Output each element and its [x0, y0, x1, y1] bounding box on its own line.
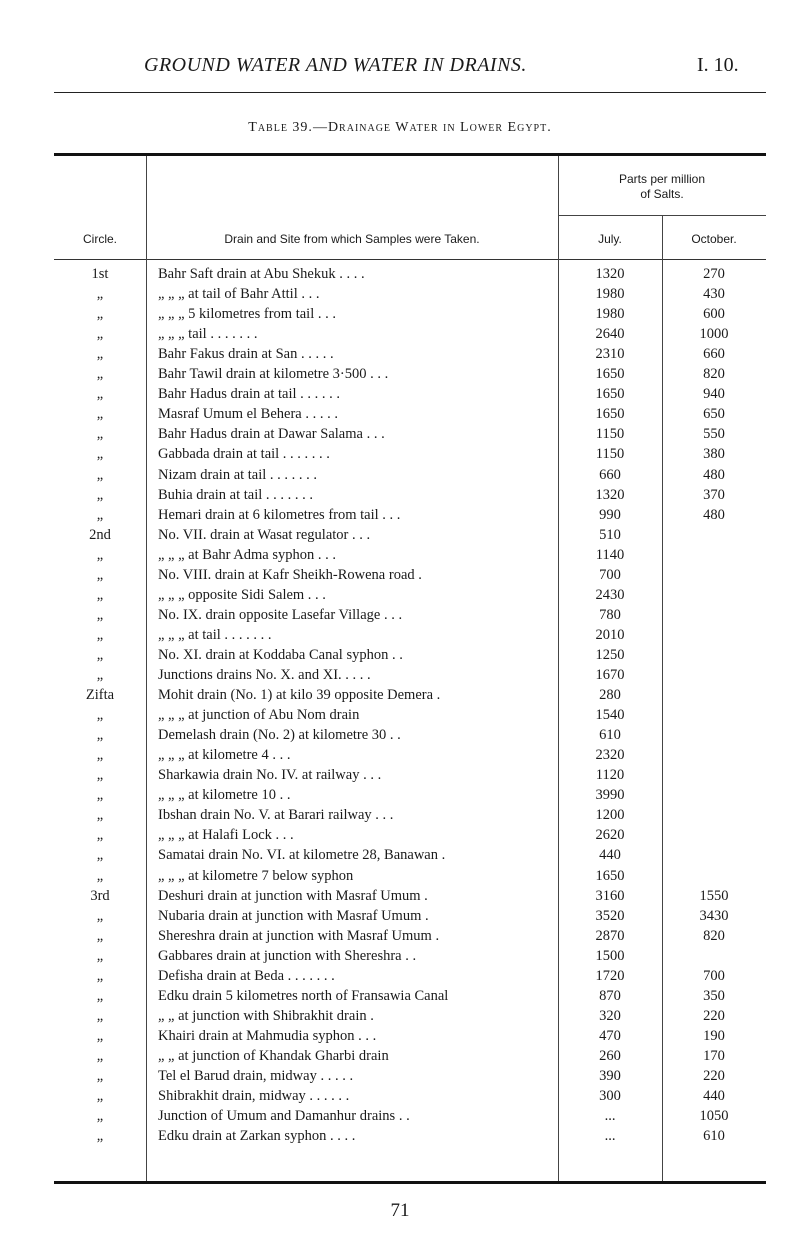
table-row	[0, 785, 800, 805]
drain-site-cell: No. VIII. drain at Kafr Sheikh-Rowena road .	[158, 566, 422, 583]
table-row	[0, 525, 800, 545]
drain-site-cell: Mohit drain (No. 1) at kilo 39 opposite Demera .	[158, 687, 441, 704]
table-row	[0, 1126, 800, 1146]
circle-cell: „	[96, 406, 104, 423]
table-row	[0, 825, 800, 845]
circle-cell: „	[96, 626, 104, 643]
table-row	[0, 424, 800, 444]
drain-site-cell: „ „ at junction with Shibrakhit drain .	[158, 1007, 374, 1024]
october-value-cell: 170	[703, 1047, 725, 1064]
october-value-cell: 480	[703, 506, 725, 523]
table-row	[0, 1106, 800, 1126]
table-row	[0, 906, 800, 926]
july-value-cell: 1650	[595, 406, 625, 423]
july-value-cell: 1670	[595, 667, 625, 683]
table-row	[0, 344, 800, 364]
drain-site-cell: Nubaria drain at junction with Masraf Umum .	[158, 907, 429, 924]
july-value-cell: 3990	[595, 787, 625, 804]
drain-site-cell: Tel el Barud drain, midway . . . . .	[158, 1068, 354, 1084]
table-row	[0, 866, 800, 886]
october-value-cell: 430	[703, 286, 725, 303]
july-value-cell: 1500	[595, 947, 625, 964]
table-row	[0, 384, 800, 404]
drain-site-cell: Sharkawia drain No. IV. at railway . . .	[158, 767, 382, 784]
july-value-cell: 1140	[595, 546, 625, 563]
drain-site-cell: Gabbada drain at tail . . . . . . .	[158, 446, 330, 463]
circle-cell: 1st	[91, 266, 109, 282]
october-value-cell: 820	[703, 927, 725, 944]
october-value-cell: 1550	[699, 887, 729, 904]
october-value-cell: 1050	[699, 1108, 729, 1125]
circle-cell: „	[96, 1108, 104, 1125]
circle-cell: „	[96, 1068, 104, 1084]
drain-site-cell: „ „ at junction of Khandak Gharbi drain	[158, 1047, 389, 1064]
circle-cell: „	[96, 807, 104, 824]
circle-cell: „	[96, 787, 104, 804]
circle-cell: „	[96, 286, 104, 303]
drain-site-cell: Edku drain 5 kilometres north of Fransawia Canal	[158, 987, 449, 1004]
july-value-cell: 1120	[595, 767, 625, 784]
october-value-cell: 370	[703, 486, 725, 503]
circle-cell: „	[96, 486, 104, 503]
table-header-rule	[54, 259, 766, 260]
table-row	[0, 645, 800, 665]
drain-site-cell: Bahr Fakus drain at San . . . . .	[158, 346, 334, 363]
october-value-cell: 220	[703, 1007, 725, 1024]
circle-cell: „	[96, 907, 104, 924]
table-row	[0, 324, 800, 344]
drain-site-cell: „ „ „ at kilometre 7 below syphon	[158, 867, 354, 884]
circle-cell: 3rd	[90, 887, 110, 904]
july-value-cell: 1720	[595, 967, 625, 984]
circle-cell: „	[96, 366, 104, 383]
running-title: GROUND WATER AND WATER IN DRAINS.	[144, 54, 527, 76]
july-value-cell: 390	[599, 1068, 621, 1084]
table-row	[0, 966, 800, 986]
july-value-cell: 870	[599, 987, 621, 1004]
table-row	[0, 444, 800, 464]
circle-cell: „	[96, 727, 104, 744]
circle-cell: „	[96, 1128, 104, 1145]
july-value-cell: 3520	[595, 907, 625, 924]
july-value-cell: 1150	[595, 426, 625, 443]
table-caption	[0, 120, 800, 136]
july-value-cell: 2010	[595, 626, 625, 643]
drain-site-cell: Nizam drain at tail . . . . . . .	[158, 466, 318, 483]
table-bottom-rule	[54, 1181, 766, 1184]
drain-site-cell: Demelash drain (No. 2) at kilometre 30 . .	[158, 727, 401, 744]
july-value-cell: 1200	[595, 807, 625, 824]
october-value-cell: 820	[703, 366, 725, 383]
july-value-cell: 2870	[595, 927, 625, 944]
circle-cell: „	[96, 967, 104, 984]
table-row	[0, 284, 800, 304]
circle-cell: „	[96, 466, 104, 483]
july-value-cell: 2310	[595, 346, 625, 363]
drain-site-cell: Buhia drain at tail . . . . . . .	[158, 486, 314, 503]
july-value-cell: 470	[599, 1027, 621, 1044]
circle-cell: „	[96, 927, 104, 944]
drain-site-cell: Deshuri drain at junction with Masraf Umum .	[158, 887, 428, 904]
table-row	[0, 545, 800, 565]
header-drain: Drain and Site from which Samples were Taken.	[224, 232, 480, 246]
circle-cell: „	[96, 546, 104, 563]
header-parts-line1: Parts per million	[618, 172, 706, 186]
circle-cell: „	[96, 847, 104, 864]
table-top-rule	[54, 153, 766, 156]
header-circle: Circle.	[82, 232, 117, 246]
july-value-cell: 510	[599, 526, 621, 543]
circle-cell: „	[96, 947, 104, 964]
table-row	[0, 685, 800, 705]
october-value-cell: 380	[703, 446, 725, 463]
october-value-cell: 190	[703, 1027, 725, 1044]
header-parts-line2: of Salts.	[640, 187, 684, 201]
july-value-cell: 1650	[595, 867, 625, 884]
drain-site-cell: „ „ „ at Halafi Lock . . .	[158, 827, 294, 844]
table-row	[0, 264, 800, 284]
july-value-cell: 1650	[595, 386, 625, 403]
drain-site-cell: Ibshan drain No. V. at Barari railway . . .	[158, 807, 394, 824]
table-row	[0, 304, 800, 324]
circle-cell: „	[96, 446, 104, 463]
circle-cell: „	[96, 1027, 104, 1044]
drain-site-cell: Edku drain at Zarkan syphon . . . .	[158, 1128, 356, 1145]
july-value-cell: ...	[604, 1128, 616, 1145]
drain-site-cell: Hemari drain at 6 kilometres from tail . . .	[158, 506, 401, 523]
drain-site-cell: „ „ „ at junction of Abu Nom drain	[158, 707, 360, 724]
table-row	[0, 845, 800, 865]
drain-site-cell: „ „ „ at kilometre 10 . .	[158, 787, 291, 804]
drain-site-cell: Bahr Saft drain at Abu Shekuk . . . .	[158, 266, 365, 282]
july-value-cell: 440	[599, 847, 621, 864]
circle-cell: „	[96, 646, 104, 663]
july-value-cell: 260	[599, 1047, 621, 1064]
july-value-cell: 1320	[595, 266, 625, 282]
header-parts-per-million	[558, 172, 766, 202]
july-value-cell: 1980	[595, 286, 625, 303]
july-value-cell: 2620	[595, 827, 625, 844]
header-rule	[54, 92, 766, 93]
table-row	[0, 1006, 800, 1026]
july-value-cell: 3160	[595, 887, 625, 904]
caption-text: —Drainage Water in Lower Egypt.	[312, 120, 552, 135]
october-value-cell: 550	[703, 426, 725, 443]
october-value-cell: 480	[703, 466, 725, 483]
subheader-rule	[558, 215, 766, 216]
drain-site-cell: „ „ „ 5 kilometres from tail . . .	[158, 306, 336, 323]
october-value-cell: 700	[703, 967, 725, 984]
table-row	[0, 585, 800, 605]
drain-site-cell: Junction of Umum and Damanhur drains . .	[158, 1108, 410, 1125]
table-row	[0, 926, 800, 946]
july-value-cell: 2430	[595, 586, 625, 603]
table-row	[0, 765, 800, 785]
drain-site-cell: Bahr Hadus drain at tail . . . . . .	[158, 386, 341, 403]
circle-cell: „	[96, 346, 104, 363]
july-value-cell: 1650	[595, 366, 625, 383]
circle-cell: „	[96, 426, 104, 443]
october-value-cell: 220	[703, 1068, 725, 1084]
circle-cell: „	[96, 586, 104, 603]
july-value-cell: 700	[599, 566, 621, 583]
drain-site-cell: Gabbares drain at junction with Shereshra . .	[158, 947, 417, 964]
july-value-cell: 1150	[595, 446, 625, 463]
circle-cell: „	[96, 1047, 104, 1064]
table-row	[0, 625, 800, 645]
header-july: July.	[598, 232, 622, 246]
circle-cell: Zifta	[85, 687, 115, 704]
table-row	[0, 986, 800, 1006]
table-row	[0, 465, 800, 485]
circle-cell: „	[96, 827, 104, 844]
october-value-cell: 3430	[699, 907, 729, 924]
table-row	[0, 705, 800, 725]
drain-site-cell: Bahr Tawil drain at kilometre 3·500 . . .	[158, 366, 389, 383]
july-value-cell: 610	[599, 727, 621, 744]
circle-cell: „	[96, 306, 104, 323]
caption-prefix: Table 39.	[248, 120, 313, 135]
drain-site-cell: Samatai drain No. VI. at kilometre 28, Banawan .	[158, 847, 446, 864]
drain-site-cell: Shereshra drain at junction with Masraf Umum .	[158, 927, 440, 944]
drain-site-cell: Shibrakhit drain, midway . . . . . .	[158, 1088, 350, 1105]
drain-site-cell: Bahr Hadus drain at Dawar Salama . . .	[158, 426, 385, 443]
table-row	[0, 1086, 800, 1106]
header-october: October.	[691, 232, 737, 246]
table-row	[0, 404, 800, 424]
circle-cell: „	[96, 506, 104, 523]
drain-site-cell: Defisha drain at Beda . . . . . . .	[158, 967, 335, 984]
october-value-cell: 660	[703, 346, 725, 363]
table-row	[0, 485, 800, 505]
drain-site-cell: Masraf Umum el Behera . . . . .	[158, 406, 338, 423]
july-value-cell: 1540	[595, 707, 625, 724]
drain-site-cell: „ „ „ tail . . . . . . .	[158, 326, 258, 343]
table-row	[0, 1046, 800, 1066]
table-row	[0, 725, 800, 745]
july-value-cell: ...	[604, 1108, 616, 1125]
drain-site-cell: „ „ „ at kilometre 4 . . .	[158, 747, 291, 764]
drain-site-cell: „ „ „ at Bahr Adma syphon . . .	[158, 546, 336, 563]
drain-site-cell: No. XI. drain at Koddaba Canal syphon . .	[158, 646, 403, 663]
drain-site-cell: No. IX. drain opposite Lasefar Village . . .	[158, 606, 403, 623]
july-value-cell: 320	[599, 1007, 621, 1024]
july-value-cell: 780	[599, 606, 621, 623]
july-value-cell: 2640	[595, 326, 625, 343]
circle-cell: „	[96, 987, 104, 1004]
table-row	[0, 565, 800, 585]
october-value-cell: 350	[703, 987, 725, 1004]
circle-cell: „	[96, 707, 104, 724]
drain-site-cell: Khairi drain at Mahmudia syphon . . .	[158, 1027, 377, 1044]
october-value-cell: 650	[703, 406, 725, 423]
drain-site-cell: Junctions drains No. X. and XI. . . . .	[158, 667, 371, 683]
table-row	[0, 665, 800, 685]
july-value-cell: 280	[599, 687, 621, 704]
october-value-cell: 270	[703, 266, 725, 282]
july-value-cell: 990	[599, 506, 621, 523]
circle-cell: „	[96, 326, 104, 343]
october-value-cell: 600	[703, 306, 725, 323]
drain-site-cell: „ „ „ opposite Sidi Salem . . .	[158, 586, 326, 603]
july-value-cell: 1250	[595, 646, 625, 663]
table-row	[0, 605, 800, 625]
table-row	[0, 886, 800, 906]
october-value-cell: 440	[703, 1088, 725, 1105]
page-number: 71	[390, 1200, 410, 1221]
circle-cell: „	[96, 386, 104, 403]
october-value-cell: 610	[703, 1128, 725, 1145]
circle-cell: 2nd	[89, 526, 111, 543]
drain-site-cell: No. VII. drain at Wasat regulator . . .	[158, 526, 371, 543]
july-value-cell: 1980	[595, 306, 625, 323]
table-row	[0, 364, 800, 384]
circle-cell: „	[96, 667, 104, 683]
table-row	[0, 1066, 800, 1086]
table-row	[0, 805, 800, 825]
drain-site-cell: „ „ „ at tail . . . . . . .	[158, 626, 272, 643]
table-row	[0, 745, 800, 765]
july-value-cell: 1320	[595, 486, 625, 503]
drain-site-cell: „ „ „ at tail of Bahr Attil . . .	[158, 286, 320, 303]
section-number: I. 10.	[697, 54, 739, 76]
circle-cell: „	[96, 566, 104, 583]
circle-cell: „	[96, 1007, 104, 1024]
july-value-cell: 300	[599, 1088, 621, 1105]
circle-cell: „	[96, 767, 104, 784]
table-row	[0, 1026, 800, 1046]
circle-cell: „	[96, 867, 104, 884]
table-row	[0, 505, 800, 525]
july-value-cell: 2320	[595, 747, 625, 764]
circle-cell: „	[96, 1088, 104, 1105]
october-value-cell: 1000	[699, 326, 729, 343]
october-value-cell: 940	[703, 386, 725, 403]
circle-cell: „	[96, 747, 104, 764]
circle-cell: „	[96, 606, 104, 623]
july-value-cell: 660	[599, 466, 621, 483]
table-row	[0, 946, 800, 966]
